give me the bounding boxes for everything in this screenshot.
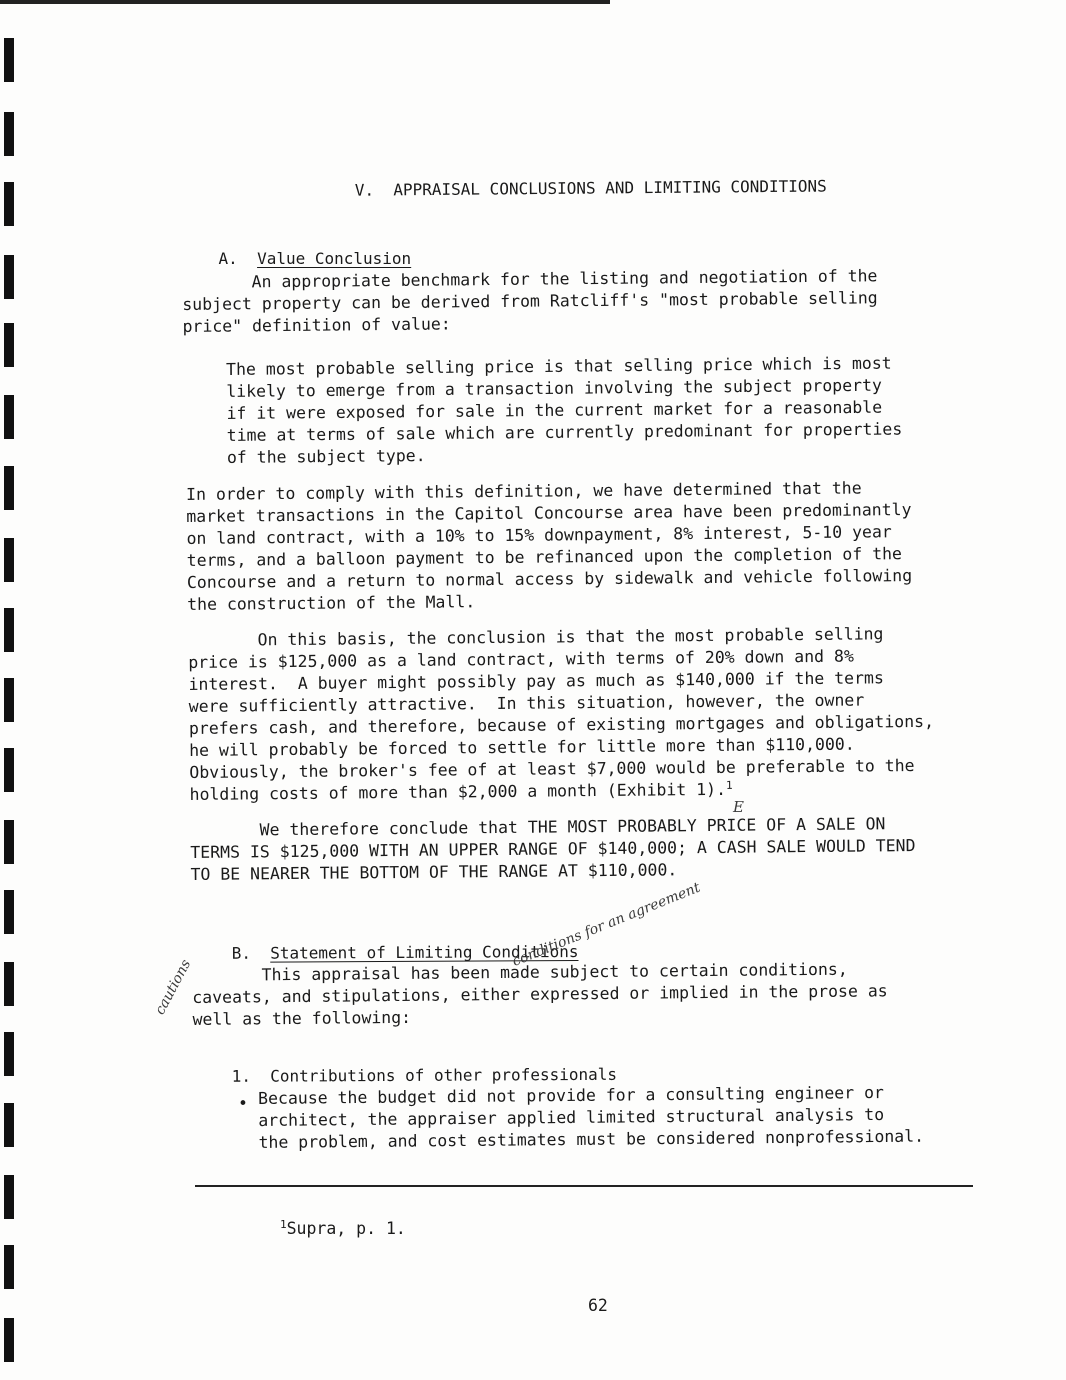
top-border — [0, 0, 610, 4]
footnote-reference: 1 — [725, 778, 733, 792]
list-item-1-title: Contributions of other professionals — [270, 1064, 618, 1086]
limiting-conditions-intro: This appraisal has been made subject to certain conditions, caveats, and stipulations, either expressed or implied in the prose as well as the following: — [192, 959, 888, 1029]
section-heading — [316, 158, 827, 219]
footnote — [280, 1218, 406, 1240]
bullet-item-text: Because the budget did not provide for a consulting engineer or architect, the appraiser applied limited structural analysis to the problem, and cost estimates must be considered nonprofessional. — [258, 1082, 925, 1152]
list-item-1-number: 1. — [231, 1066, 251, 1086]
section-title: APPRAISAL CONCLUSIONS AND LIMITING CONDITIONS — [393, 176, 827, 200]
conclusion-paragraph-text: On this basis, the conclusion is that the most probable selling price is $125,000 as a land contract, with terms of 20% down and 8% interest. A buyer might possibly pay as much as $140,000 if the terms were sufficiently attractive. In this situation, however, the owner prefers cash, and therefore, because of existing mortgages and obligations, he will probably be forced to settle for little more than $110,000. Obviously, the broker's fee of at least $7,000 would be preferable to the holding costs of more than $2,000 a month (Exhibit 1). — [188, 624, 935, 804]
bullet-mark: • — [238, 1094, 248, 1113]
subsection-a-letter: A. — [218, 249, 238, 268]
definition-quote: The most probable selling price is that selling price which is most likely to emerge from a transaction involving the subject property if it were exposed for sale in the current market for a reasonable time at terms of sale which are currently predominant for properties of the subject type. — [226, 353, 903, 467]
value-conclusion-intro: An appropriate benchmark for the listing and negotiation of the subject property can be derived from Ratcliff's "most probable selling price" definition of value: — [182, 266, 878, 336]
footnote-mark: 1 — [280, 1218, 287, 1231]
section-roman: V. — [354, 180, 375, 200]
footnote-rule — [195, 1185, 973, 1187]
binding-holes — [4, 0, 24, 1380]
subsection-a-title: Value Conclusion — [257, 249, 412, 268]
handwritten-annotation-margin: cautions — [152, 957, 195, 1018]
footnote-text: Supra, p. 1. — [286, 1219, 406, 1238]
final-conclusion-paragraph: We therefore conclude that THE MOST PROBABLY PRICE OF A SALE ON TERMS IS $125,000 WITH AN UPPER RANGE OF $140,000; A CASH SALE WOULD TEND TO BE NEARER THE BOTTOM OF THE RANGE AT $110,000. — [190, 814, 916, 884]
conclusion-paragraph — [188, 623, 935, 806]
subsection-b-title: Statement of Limiting Conditions — [270, 941, 579, 963]
page-number: 62 — [588, 1296, 608, 1315]
subsection-b-letter: B. — [231, 943, 251, 963]
market-transactions-paragraph: In order to comply with this definition, we have determined that the market transactions in the Capitol Concourse area have been predominantly on land contract, with a 10% to 15% downpayment, 8% interest, 5-10 year terms, and a balloon payment to be refinanced upon the completion of the Concourse and a return to normal access by sidewalk and vehicle following the construction of the Mall. — [186, 478, 913, 614]
handwritten-annotation-top: conditions for an agreement — [510, 879, 703, 970]
handwritten-correction: E — [733, 798, 744, 816]
